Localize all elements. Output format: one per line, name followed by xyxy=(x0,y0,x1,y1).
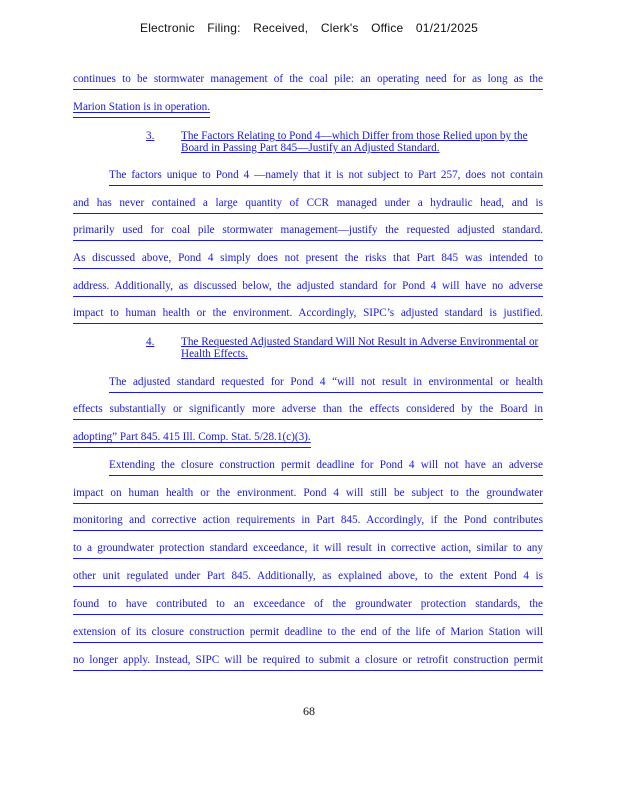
body-line-13: impact on human health or the environment. Pond 4 will still be subject to the groundwater xyxy=(73,487,543,499)
body-line-4: and has never contained a large quantity of CCR managed under a hydraulic head, and is xyxy=(73,197,543,209)
page-number: 68 xyxy=(303,704,315,718)
section-4-heading: The Requested Adjusted Standard Will Not Result in Adverse Environmental or Health Effects. xyxy=(181,336,539,360)
body-line-2: Marion Station is in operation. xyxy=(73,101,211,113)
body-line-11: adopting” Part 845. 415 Ill. Comp. Stat. 5/28.1(c)(3). xyxy=(73,431,311,443)
body-line-14: monitoring and corrective action requirements in Part 845. Accordingly, if the Pond contributes xyxy=(73,514,543,526)
body-line-7: address. Additionally, as discussed below, the adjusted standard for Pond 4 will have no adverse xyxy=(73,280,543,292)
body-line-15: to a groundwater protection standard exceedance, it will result in corrective action, similar to any xyxy=(73,542,543,554)
body-line-16: other unit regulated under Part 845. Additionally, as explained above, to the extent Pond 4 is xyxy=(73,570,543,582)
section-3-heading: The Factors Relating to Pond 4—which Differ from those Relied upon by the Board in Passing Part 845—Justify an Adjusted Standard. xyxy=(181,130,528,154)
body-line-10: effects substantially or significantly more adverse than the effects considered by the Board in xyxy=(73,403,543,415)
body-line-9: The adjusted standard requested for Pond 4 “will not result in environmental or health xyxy=(109,376,543,388)
section-4-number: 4. xyxy=(146,336,155,348)
electronic-filing-header: Electronic Filing: Received, Clerk's Office 01/21/2025 xyxy=(139,21,478,35)
body-line-6: As discussed above, Pond 4 simply does not present the risks that Part 845 was intended to xyxy=(73,252,543,264)
section-3-number: 3. xyxy=(146,130,155,142)
body-line-12: Extending the closure construction permit deadline for Pond 4 will not have an adverse xyxy=(109,459,543,471)
body-line-18: extension of its closure construction permit deadline to the end of the life of Marion Station will xyxy=(73,626,543,638)
body-line-17: found to have contributed to an exceedance of the groundwater protection standards, the xyxy=(73,598,543,610)
body-line-1: continues to be stormwater management of the coal pile: an operating need for as long as the xyxy=(73,73,543,85)
body-line-5: primarily used for coal pile stormwater management—justify the requested adjusted standard. xyxy=(73,224,543,236)
body-line-3: The factors unique to Pond 4 —namely that it is not subject to Part 257, does not contain xyxy=(109,169,543,181)
body-line-19: no longer apply. Instead, SIPC will be required to submit a closure or retrofit construction permit xyxy=(73,654,543,666)
body-line-8: impact to human health or the environment. Accordingly, SIPC’s adjusted standard is justified. xyxy=(73,307,543,319)
